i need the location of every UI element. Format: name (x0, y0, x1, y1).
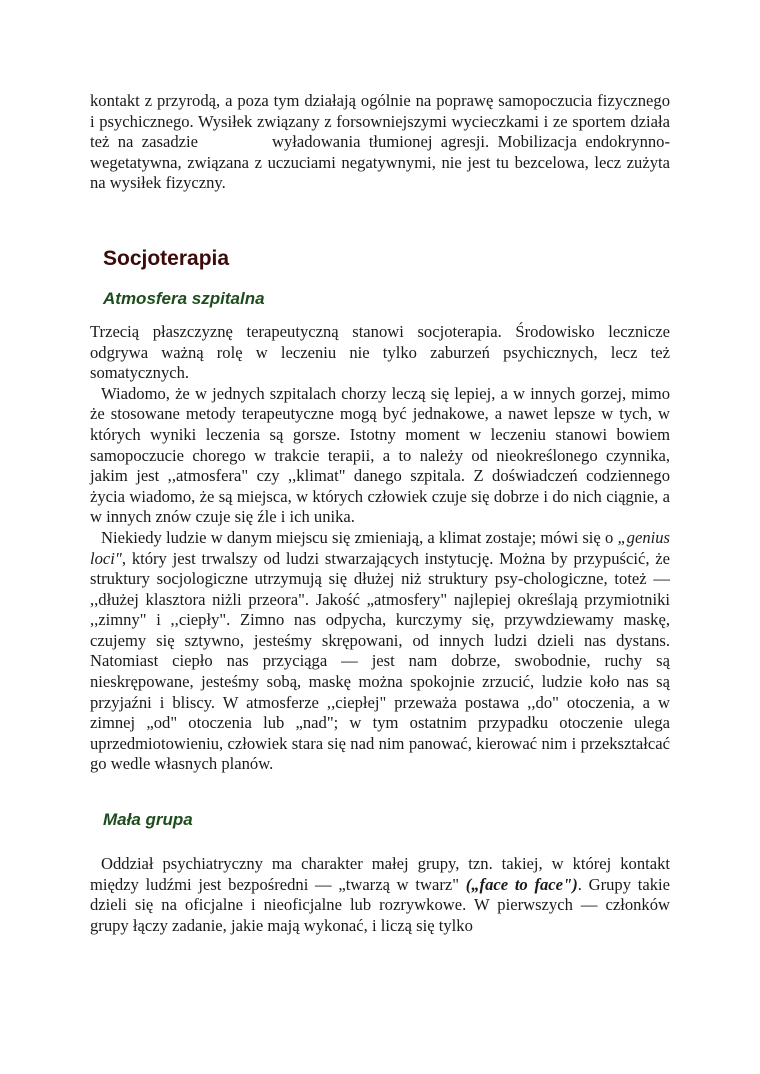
intro-text-end: wyładowania tłumionej agresji. Mobilizacja endokrynno-wegetatywna, związana z uczuciami negatywnymi, nie jest tu bezcelowa, lecz zużyta na wysiłek fizyczny. (90, 132, 670, 193)
mala-grupa-text-start: Oddział psychiatryczny ma charakter małej grupy, tzn. takiej, w której kontakt między ludźmi jest bezpośredni — „twarzą w twarz" (90, 854, 670, 894)
paragraph-mala-grupa (90, 854, 670, 936)
subheading-mala-grupa: Mała grupa (103, 810, 193, 830)
document-page (90, 91, 670, 936)
paragraph-socjoterapia-intro: Trzecią płaszczyznę terapeutyczną stanowi socjoterapia. Środowisko lecznicze odgrywa ważną rolę w leczeniu nie tylko zaburzeń psychicznych, lecz też somatycznych. (90, 321, 670, 383)
section-heading-socjoterapia: Socjoterapia (103, 246, 230, 270)
paragraph-genius-loci (90, 528, 670, 775)
mala-grupa-text-end: . Grupy takie dzieli się na oficjalne i nieoficjalne lub rozrywkowe. W pierwszych — członków grupy łączy zadanie, jakie mają wykonać, i liczą się tylko (90, 874, 670, 935)
genius-loci-term: „genius loci" (90, 527, 670, 568)
face-to-face-term: („face to face") (465, 874, 578, 894)
intro-paragraph (90, 91, 670, 194)
subheading-atmosfera-szpitalna: Atmosfera szpitalna (103, 288, 265, 308)
paragraph-szpitale: Wiadomo, że w jednych szpitalach chorzy leczą się lepiej, a w innych gorzej, mimo że stosowane metody terapeutyczne mogą być jednakowe, a nawet lepsze w tych, w których wyniki leczenia są gorsze. Istotny moment w leczeniu stanowi bowiem samopoczucie chorego w trakcie terapii, a to należy od nieokreślonego czynnika, jakim jest ,,atmosfera" czy ,,klimat" danego szpitala. Z doświadczeń codziennego życia wiadomo, że są miejsca, w których człowiek czuje się dobrze i do nich ciągnie, a w innych znów czuje się źle i ich unika. (90, 383, 670, 527)
genius-loci-text-start: Niekiedy ludzie w danym miejscu się zmieniają, a klimat zostaje; mówi się o (101, 527, 614, 547)
intro-text-start: kontakt z przyrodą, a poza tym działają ogólnie na poprawę samopoczucia fizycznego i psychicznego. Wysiłek związany z forsowniejszymi wycieczkami i ze sportem działa też na zasadzie (90, 91, 670, 152)
genius-loci-text-end: , który jest trwalszy od ludzi stwarzających instytucję. Można by przypuścić, że struktury socjologiczne utrzymują się dłużej niż struktury psy-chologiczne, toteż — ,,dłużej klasztora niżli przeora". Jakość „atmosfery" najlepiej określają przymiotniki ,,zimny" i ,,ciepły". Zimno nas odpycha, kurczymy się, przywdziewamy maskę, czujemy się sztywno, jesteśmy skrępowani, od innych ludzi dzieli nas dystans. Natomiast ciepło nas przyciąga — jest nam dobrze, swobodnie, ruchy są nieskrępowane, jesteśmy sobą, maskę można spokojnie zrzucić, ludzie koło nas są przyjaźni i bliscy. W atmosferze ,,ciepłej" przeważa postawa ,,do" otoczenia, a w zimnej „od" otoczenia lub „nad"; w tym ostatnim przypadku otoczenie ulega uprzedmiotowieniu, człowiek stara się nad nim panować, kierować nim i przekształcać go wedle własnych planów. (90, 548, 670, 774)
